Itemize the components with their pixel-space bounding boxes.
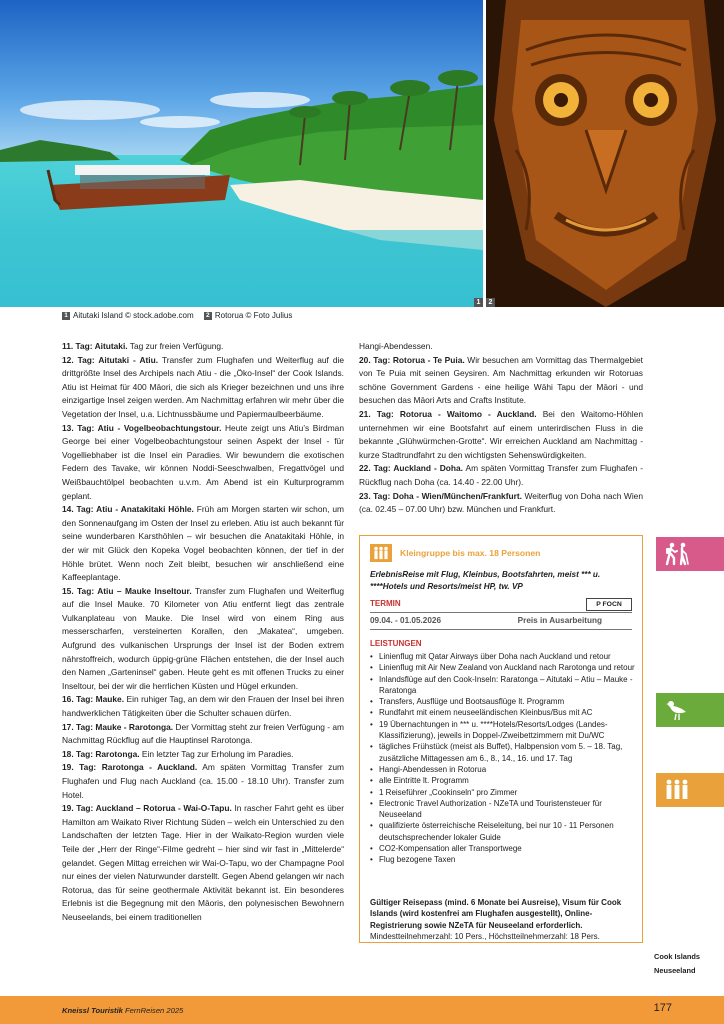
termin-label: TERMIN xyxy=(370,599,401,608)
day-title: 19. Tag: Rarotonga - Auckland. xyxy=(62,762,198,773)
itinerary-day xyxy=(62,422,344,504)
list-item: • tägliches Frühstück (meist als Buffet), Halbpension vom 5. – 18. Tag, zusätzliche Mittagessen am 6., 8., 14., 16. und 17. Tag xyxy=(370,741,636,764)
price-text: Preis in Ausarbeitung xyxy=(517,616,602,625)
list-item: • 19 Übernachtungen in *** u. ****Hotels/Resorts/Lodges (Landes-Klassifizierung), jeweils in Doppel-/Zweibettzimmern mit Du/WC xyxy=(370,719,636,742)
hiker-icon xyxy=(664,542,690,566)
day-title: 18. Tag: Rarotonga. xyxy=(62,748,140,759)
trip-subtitle: ErlebnisReise mit Flug, Kleinbus, Bootsfahrten, meist *** u. ****Hotels und Resorts/meist HP, tw. VP xyxy=(370,570,601,591)
itinerary-column-right xyxy=(359,340,643,517)
day-title: 22. Tag: Auckland - Doha. xyxy=(359,463,464,474)
bird-icon xyxy=(664,698,690,722)
day-text: In rascher Fahrt geht es über Hamilton am Waikato River Richtung Süden – welch ein Unterschied zu den Landschaften der letzten Tage. Hier in der Waikato-Region wurden viele Teile der „Herr der Ringe“-Filme gedreht – hier sind wir fast in „Mittelerde“ gelandet. Gegen Mittag erreichen wir Wai-O-Tapu, wo der Champagne Pool nur eines der vielen Naturwunder darstellt. Gegen Abend gelangen wir nach Rotorua, das für seine geothermale Aktivität bekannt ist. Ein besonderes Erlebnis ist die Begegnung mit den Māoris, den polynesischen Bewohnern Neuseelands, bei einem traditionellen xyxy=(62,803,344,922)
box-heading xyxy=(370,544,540,562)
maori-carving-photo-icon xyxy=(486,0,724,307)
list-item: • Flug bezogene Taxen xyxy=(370,854,636,865)
day-text: Hangi-Abendessen. xyxy=(359,341,433,351)
itinerary-day xyxy=(62,585,344,694)
divider xyxy=(370,629,632,630)
region-label xyxy=(654,950,700,978)
itinerary-day xyxy=(62,503,344,585)
day-text: Der Vormittag steht zur freien Verfügung - am Nachmittag Rückflug auf die Hauptinsel Rarotonga. xyxy=(62,721,344,746)
side-tab-hiking[interactable] xyxy=(656,537,724,571)
itinerary-day xyxy=(62,721,344,748)
day-text: Heute zeigt uns Atiu’s Birdman George bei einer Vogelbeobachtungstour seinen Aspekt der Insel - für Vogelliebhaber ist die Insel ein Paradies. Wir bewundern die exotischen Federn des Tavake, wir können Noddi-Seeschwalben, Fregattvögel und Weißbauchtölpel beobachten u.v.m. Am Abend ist ein Kulturprogramm geplant. xyxy=(62,422,344,501)
day-title: 21. Tag: Rotorua - Waitomo - Auckland. xyxy=(359,408,537,419)
group-size-heading: Kleingruppe bis max. 18 Personen xyxy=(400,548,541,558)
list-item: • Electronic Travel Authorization - NZeTA und Touristensteuer für Neuseeland xyxy=(370,798,636,821)
caption-number: 1 xyxy=(62,312,70,320)
itinerary-day xyxy=(359,490,643,517)
island-beach-photo-icon xyxy=(0,0,483,307)
photo-aitutaki xyxy=(0,0,483,307)
day-text: Ein letzter Tag zur Erholung im Paradies. xyxy=(139,748,294,759)
list-item: • Rundfahrt mit einem neuseeländischen Kleinbus/Bus mit AC xyxy=(370,707,636,718)
photo-number: 2 xyxy=(486,298,495,307)
photo-captions xyxy=(62,311,300,320)
itinerary-day xyxy=(62,693,344,720)
day-title: 20. Tag: Rotorua - Te Puia. xyxy=(359,354,465,365)
caption-1 xyxy=(62,311,194,320)
footer-brand xyxy=(62,1006,183,1015)
itinerary-day xyxy=(359,340,643,354)
leistungen-list xyxy=(370,651,636,866)
list-item: • Linienflug mit Qatar Airways über Doha nach Auckland und retour xyxy=(370,651,636,662)
region-line: Cook Islands xyxy=(654,952,700,961)
day-title: 14. Tag: Atiu - Anatakitaki Höhle. xyxy=(62,504,194,515)
day-text: Bei den Waitomo-Höhlen unternehmen wir eine Bootsfahrt auf einem unterirdischen Fluss in die bekannte „Glühwürmchen-Grotte“. Wir erreichen Auckland am Nachmittag - kurze Stadtrundfahrt zu den wichtigsten Sehenswürdigkeiten. xyxy=(359,408,643,460)
list-item: • CO2-Kompensation aller Transportwege xyxy=(370,843,636,854)
caption-text: Rotorua © Foto Julius xyxy=(214,311,293,320)
side-tab-nature[interactable] xyxy=(656,693,724,727)
day-text: Am späten Vormittag Transfer zum Flughafen und Flug nach Auckland (ca. 15.00 - 18.10 Uhr). Transfer zum Hotel. xyxy=(62,762,344,800)
trip-info-box xyxy=(359,535,643,943)
itinerary-day xyxy=(359,354,643,408)
region-line: Neuseeland xyxy=(654,966,696,975)
group-icon xyxy=(370,544,392,562)
side-tab-group[interactable] xyxy=(656,773,724,807)
day-title: 17. Tag: Mauke - Rarotonga. xyxy=(62,721,174,732)
photo-number: 1 xyxy=(474,298,483,307)
list-item: • Transfers, Ausflüge und Bootsausflüge lt. Programm xyxy=(370,696,636,707)
day-text: Früh am Morgen starten wir schon, um den Sonnenaufgang im Osten der Insel zu erleben. Atiu ist auch bekannt für seine wunderbaren Karsthöhlen – wir besuchen die Anatakitaki Höhle, in der wir mit Glück den Kopeka Vogel beobachten können, der tief in der Höhle brütet. Wenn noch Zeit bleibt, besuchen wir anschließend eine Kaffeeplantage. xyxy=(62,504,344,583)
day-title: 23. Tag: Doha - Wien/München/Frankfurt. xyxy=(359,490,522,501)
day-text: Transfer zum Flughafen und Weiterflug auf die Insel Mauke. 70 Kilometer von Atiu entfernt liegt das zentrale Vulkanplateau von Mauke. Die Insel wird von einem Ring aus messerscharfen, versteinerten Korallen, den „Makatea“, umgeben. Aufgrund des vulkanischen Ursprungs der Insel ist der Boden extrem nährstoffreich, wodurch üppig-grüne Flächen entstehen, die der Insel auch den Namen „Garteninsel“ gaben. Heute geht es mit offenen Trucks zu einer Inseltour, bei der wir die herrlichen Küsten und Hügel erkunden. xyxy=(62,585,344,691)
list-item: • Hangi-Abendessen in Rotorua xyxy=(370,764,636,775)
itinerary-day xyxy=(359,462,643,489)
list-item: • qualifizierte österreichische Reiseleitung, bei nur 10 - 11 Personen deutschsprechender lokaler Guide xyxy=(370,820,636,843)
list-item: • Inlandsflüge auf den Cook-Inseln: Raratonga – Aitutaki – Atiu – Mauke - Raratonga xyxy=(370,674,636,697)
day-text: Wir besuchen am Vormittag das Thermalgebiet von Te Puia mit seinen Geysiren. Am Nachmittag erkunden wir Rotoruas schöne Government Gardens - eine heilige Wāhi Tapu der Māori - und besuchen das Māori Arts and Crafts Institute. xyxy=(359,354,644,406)
catalog-name: FernReisen 2025 xyxy=(122,1006,184,1015)
itinerary-day xyxy=(62,354,344,422)
day-text: Weiterflug von Doha nach Wien (ca. 02.45 – 07.00 Uhr) bzw. München und Frankfurt. xyxy=(359,490,643,515)
leistungen-label: LEISTUNGEN xyxy=(370,639,422,648)
itinerary-day xyxy=(62,761,344,802)
day-text: Am späten Vormittag Transfer zum Flughafen - Rückflug nach Doha (ca. 14.40 - 22.00 Uhr). xyxy=(359,463,643,487)
day-title: 12. Tag: Aitutaki - Atiu. xyxy=(62,354,159,365)
group-icon xyxy=(664,779,690,801)
day-title: 19. Tag: Auckland – Rotorua - Wai-O-Tapu. xyxy=(62,803,232,814)
day-text: Ein ruhiger Tag, an dem wir den Frauen der Insel bei ihren handwerklichen Tätigkeiten über die Schulter schauen dürfen. xyxy=(62,694,344,719)
photo-rotorua xyxy=(486,0,724,307)
page-footer xyxy=(0,996,724,1024)
list-item: • alle Eintritte lt. Programm xyxy=(370,775,636,786)
termin-row xyxy=(370,616,632,625)
trip-code-badge: P FOCN xyxy=(586,598,632,611)
day-title: 16. Tag: Mauke. xyxy=(62,694,125,705)
day-title: 13. Tag: Atiu - Vogelbeobachtungstour. xyxy=(62,422,222,433)
day-text: Transfer zum Flughafen und Weiterflug auf die drittgrößte Insel des Archipels nach Atiu - die „Öko-Insel“ der Cook Islands. Atiu ist Heimat für 400 Māori, die sich als Krieger bezeichnen und uns ihre einzigartige Insel zeigen werden. Am Nachmittag erfahren wir mehr über die Vegetation der Insel, u.a. Lichtnussbäume und Papiermaulbeerbäume. xyxy=(62,354,345,419)
itinerary-day xyxy=(62,748,344,762)
list-item: • 1 Reiseführer „Cookinseln“ pro Zimmer xyxy=(370,787,636,798)
day-title: 11. Tag: Aitutaki. xyxy=(62,341,128,351)
passport-note: Gültiger Reisepass (mind. 6 Monate bei Ausreise), Visum für Cook Islands (wird kostenfrei am Flughafen ausgestellt), Online-Registrierung sowie NZeTA für Neuseeland erforderlich. xyxy=(370,898,622,930)
divider xyxy=(370,612,632,613)
day-text: Tag zur freien Verfügung. xyxy=(127,341,224,351)
brand-name: Kneissl Touristik xyxy=(62,1006,123,1015)
caption-text: Aitutaki Island © stock.adobe.com xyxy=(73,311,194,320)
participants-note: Mindestteilnehmerzahl: 10 Pers., Höchstteilnehmerzahl: 18 Pers. xyxy=(370,931,600,941)
caption-number: 2 xyxy=(204,312,212,320)
date-range: 09.04. - 01.05.2026 xyxy=(370,616,442,625)
caption-2 xyxy=(204,311,292,320)
list-item: • Linienflug mit Air New Zealand von Auckland nach Rarotonga und retour xyxy=(370,662,636,673)
itinerary-day xyxy=(359,408,643,462)
day-title: 15. Tag: Atiu – Mauke Inseltour. xyxy=(62,585,192,596)
travel-requirements xyxy=(370,897,634,942)
itinerary-day xyxy=(62,340,344,354)
itinerary-day xyxy=(62,802,344,924)
itinerary-column-left xyxy=(62,340,344,925)
page-number: 177 xyxy=(653,1002,672,1014)
